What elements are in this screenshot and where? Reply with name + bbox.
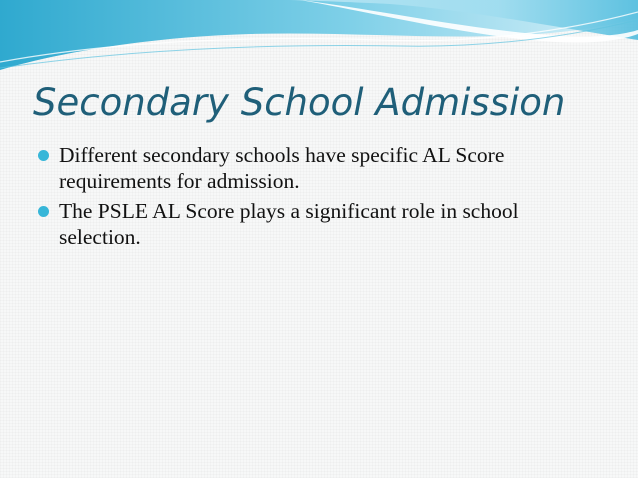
bullet-list xyxy=(38,142,598,254)
slide-title: Secondary School Admission xyxy=(33,81,566,124)
bullet-icon xyxy=(38,150,49,161)
list-item xyxy=(38,142,598,194)
bullet-text: The PSLE AL Score plays a significant role in school selection. xyxy=(59,199,519,249)
header-wave-decoration xyxy=(0,0,638,80)
bullet-text: Different secondary schools have specific AL Score requirements for admission. xyxy=(59,143,505,193)
list-item xyxy=(38,198,598,250)
bullet-icon xyxy=(38,206,49,217)
